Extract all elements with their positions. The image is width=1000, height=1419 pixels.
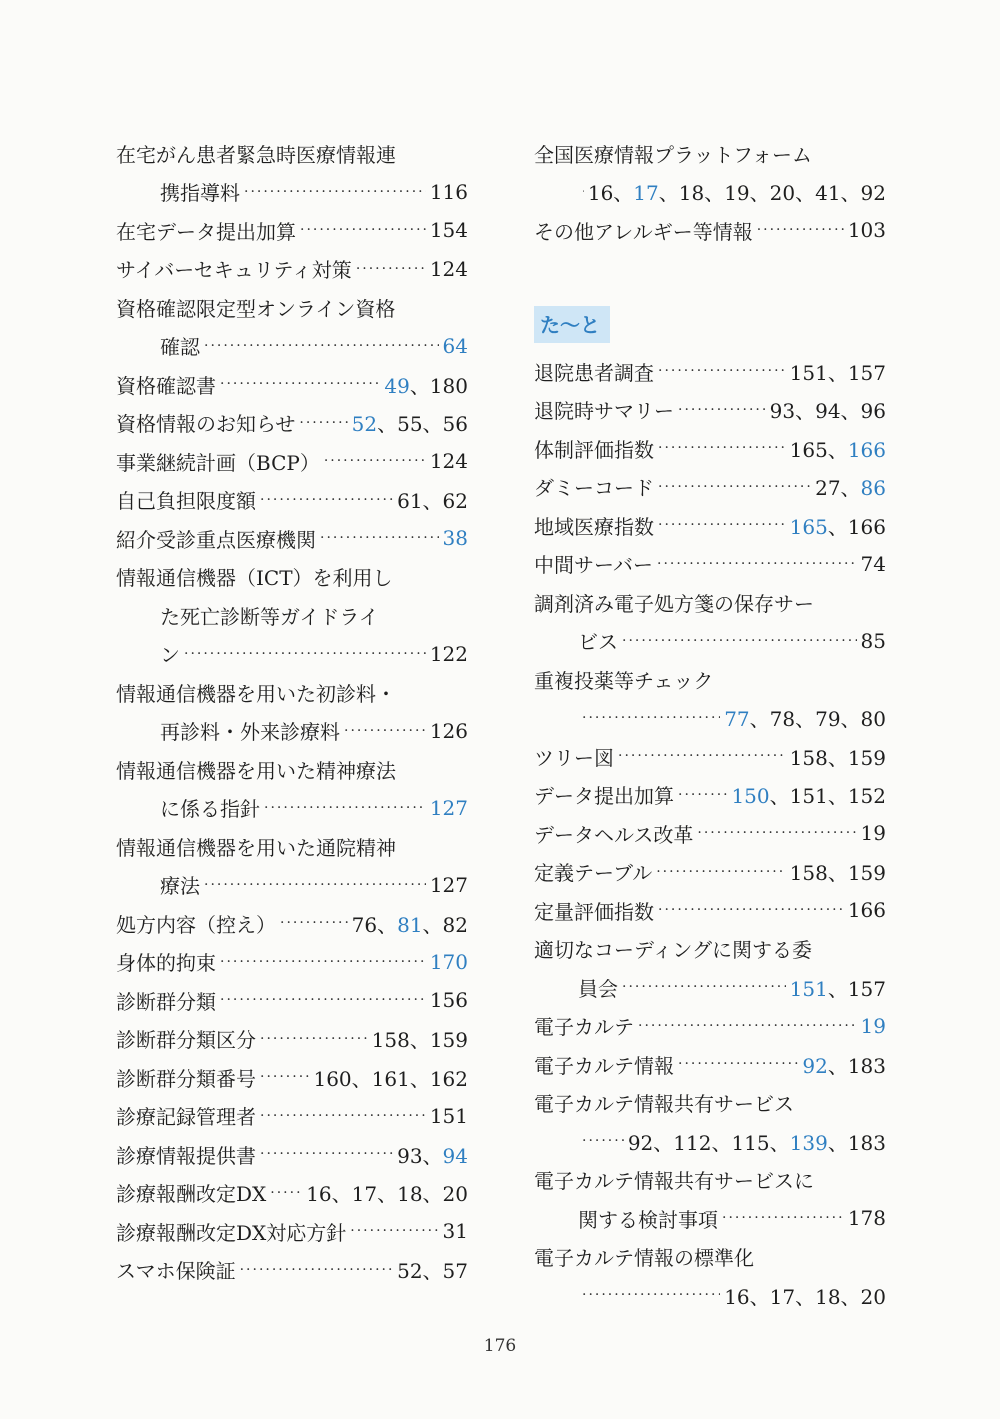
page-references	[443, 526, 468, 550]
page-references	[861, 1014, 886, 1038]
index-term: 退院患者調査	[534, 360, 654, 385]
page-ref: 151、157	[789, 360, 886, 385]
page-ref: 103	[847, 218, 886, 243]
page-ref: 92、112、115、	[627, 1130, 790, 1155]
leader-dots	[260, 1108, 426, 1124]
index-term: 療法	[160, 874, 200, 899]
leader-dots	[260, 492, 393, 508]
index-term: 情報通信機器（ICT）を利用し	[116, 566, 393, 591]
index-column-right	[534, 134, 886, 1315]
index-entry	[116, 827, 468, 866]
page-ref: 93、94、96	[769, 399, 886, 424]
leader-dots	[622, 633, 857, 649]
index-entry	[534, 1238, 886, 1277]
index-term: 確認	[160, 335, 200, 360]
page-references	[313, 1063, 468, 1092]
index-entry	[116, 211, 468, 250]
page-references	[352, 909, 468, 938]
leader-dots	[299, 415, 347, 431]
index-entry	[116, 558, 468, 597]
page-references	[443, 1219, 468, 1243]
page-ref: 127	[429, 872, 468, 897]
page-ref: 31	[442, 1219, 468, 1244]
index-term: 在宅がん患者緊急時医療情報連	[116, 142, 396, 167]
index-entry	[116, 750, 468, 789]
page-ref: 76、	[351, 912, 398, 937]
page-ref: 52、57	[397, 1259, 468, 1284]
page-references	[770, 395, 886, 424]
page-ref: 122	[429, 641, 468, 666]
page-ref: 、151、152	[769, 784, 886, 809]
section-heading	[534, 296, 886, 352]
index-entry	[534, 211, 886, 250]
leader-dots	[582, 1287, 720, 1303]
page-references	[861, 821, 886, 845]
index-entry	[116, 673, 468, 712]
index-entry	[534, 891, 886, 930]
page-references	[306, 1178, 468, 1207]
page-references	[861, 629, 886, 653]
leader-dots	[697, 825, 856, 841]
leader-dots	[320, 530, 439, 546]
leader-dots	[280, 915, 348, 931]
index-entry	[116, 943, 468, 982]
leader-dots	[220, 992, 426, 1008]
index-entry-continuation	[534, 1276, 886, 1315]
index-entry	[116, 1212, 468, 1251]
index-term: 調剤済み電子処方箋の保存サー	[534, 591, 814, 616]
page-references	[430, 257, 468, 281]
index-term: 地域医療指数	[534, 514, 654, 539]
page-ref-highlighted: 19	[860, 1013, 886, 1038]
leader-dots	[582, 184, 584, 200]
index-group-ta-to	[534, 352, 886, 1315]
page-ref: 16、	[587, 181, 634, 206]
page-references	[397, 485, 468, 514]
page-ref: 158、159	[789, 861, 886, 886]
index-term: 診療報酬改定DX対応方針	[116, 1220, 347, 1245]
index-term: 診断群分類区分	[116, 1028, 256, 1053]
page-ref-highlighted: 17	[633, 181, 659, 206]
index-entry	[534, 352, 886, 391]
leader-dots	[757, 222, 844, 238]
index-term: データ提出加算	[534, 784, 674, 809]
page-references	[790, 434, 886, 463]
index-term: ツリー図	[534, 745, 614, 770]
index-entry	[534, 660, 886, 699]
page-ref: 178	[847, 1206, 886, 1231]
page-references	[731, 780, 886, 809]
leader-dots	[260, 1069, 309, 1085]
index-term: 電子カルテ情報共有サービスに	[534, 1169, 814, 1194]
page-ref-highlighted: 150	[731, 784, 770, 809]
index-term: 在宅データ提出加算	[116, 219, 296, 244]
index-term: 情報通信機器を用いた初診料・	[116, 681, 396, 706]
page-ref: 、55、56	[377, 412, 468, 437]
index-entry-continuation	[116, 596, 468, 635]
index-entry	[116, 1174, 468, 1213]
page-ref: 93、	[397, 1143, 443, 1168]
index-entry	[116, 365, 468, 404]
page-ref: 158、159	[371, 1028, 468, 1053]
page-references	[790, 357, 886, 386]
page-ref: 116	[429, 179, 468, 204]
page-ref-highlighted: 139	[789, 1130, 828, 1155]
index-entry	[534, 776, 886, 815]
leader-dots	[678, 402, 766, 418]
leader-dots	[240, 1262, 393, 1278]
page-references	[430, 180, 468, 204]
index-entry	[534, 391, 886, 430]
index-entry	[534, 468, 886, 507]
index-entry-continuation	[116, 789, 468, 828]
leader-dots	[356, 261, 426, 277]
leader-dots	[260, 1146, 393, 1162]
leader-dots	[204, 877, 426, 893]
page-ref: 124	[429, 449, 468, 474]
index-entry	[534, 930, 886, 969]
page-references	[430, 873, 468, 897]
index-term: 全国医療情報プラットフォーム	[534, 142, 812, 167]
leader-dots	[622, 979, 786, 995]
index-entry	[534, 1084, 886, 1123]
index-entry	[534, 853, 886, 892]
index-term: 事業継続計画（BCP）	[116, 450, 320, 475]
page-ref: 165、	[789, 437, 848, 462]
page-ref-highlighted: 64	[442, 333, 468, 358]
index-entry-continuation	[534, 1199, 886, 1238]
page-references	[848, 898, 886, 922]
index-term: た死亡診断等ガイドライ	[160, 604, 379, 629]
leader-dots	[658, 440, 786, 456]
index-entry	[534, 583, 886, 622]
page-ref-highlighted: 81	[397, 912, 423, 937]
index-term: スマホ保険証	[116, 1259, 236, 1284]
leader-dots	[658, 902, 844, 918]
leader-dots	[658, 517, 786, 533]
page-references	[724, 703, 886, 732]
index-term: 紹介受診重点医療機関	[116, 527, 316, 552]
leader-dots	[244, 184, 426, 200]
page-references	[372, 1024, 468, 1053]
index-term: 診療記録管理者	[116, 1105, 256, 1130]
index-term: 再診料・外来診療料	[160, 720, 340, 745]
index-term: 電子カルテ情報の標準化	[534, 1246, 754, 1271]
index-entry	[116, 1020, 468, 1059]
page-references	[790, 973, 886, 1002]
index-entry	[534, 1007, 886, 1046]
index-entry	[116, 288, 468, 327]
page-ref: 160、161、162	[313, 1066, 468, 1091]
index-term: 関する検討事項	[578, 1207, 718, 1232]
page-references	[352, 408, 468, 437]
page-references	[848, 218, 886, 242]
page-references	[802, 1050, 886, 1079]
index-term: 体制評価指数	[534, 437, 654, 462]
leader-dots	[582, 1133, 624, 1149]
index-term: 電子カルテ情報共有サービス	[534, 1092, 794, 1117]
index-entry	[116, 1097, 468, 1136]
page-ref: 16、17、18、20	[306, 1182, 468, 1207]
leader-dots	[657, 556, 857, 572]
index-entry	[534, 134, 886, 173]
page-references	[790, 742, 886, 771]
index-column-left	[116, 134, 468, 1289]
index-entry	[534, 506, 886, 545]
index-entry	[534, 1045, 886, 1084]
index-term: 定義テーブル	[534, 861, 653, 886]
leader-dots	[184, 646, 426, 662]
page-references	[430, 218, 468, 242]
index-term: 診療情報提供書	[116, 1143, 256, 1168]
page-ref-highlighted: 127	[429, 795, 468, 820]
page-references	[790, 511, 886, 540]
page-ref: 、78、79、80	[749, 707, 886, 732]
index-entry	[116, 519, 468, 558]
index-entry	[534, 737, 886, 776]
index-entry	[534, 814, 886, 853]
leader-dots	[678, 787, 727, 803]
page-references	[430, 1104, 468, 1128]
index-entry-continuation	[116, 173, 468, 212]
leader-dots	[204, 338, 439, 354]
page-references	[861, 552, 886, 576]
index-term: 資格確認限定型オンライン資格	[116, 296, 396, 321]
leader-dots	[220, 376, 380, 392]
index-term: 電子カルテ	[534, 1015, 634, 1040]
index-entry	[116, 404, 468, 443]
page-references	[430, 796, 468, 820]
page-ref-highlighted: 94	[442, 1143, 468, 1168]
page-ref: 154	[429, 218, 468, 243]
page-ref: 74	[860, 551, 886, 576]
index-entry	[116, 134, 468, 173]
page-references	[430, 988, 468, 1012]
index-term: 処方内容（控え）	[116, 912, 276, 937]
page-ref: 61、62	[397, 489, 468, 514]
page-ref: 、183	[827, 1130, 886, 1155]
index-term: 資格情報のお知らせ	[116, 412, 296, 437]
page-ref: 156	[429, 988, 468, 1013]
page-ref: 、82	[422, 912, 468, 937]
leader-dots	[656, 864, 785, 880]
leader-dots	[722, 1210, 844, 1226]
index-entry	[116, 1251, 468, 1290]
leader-dots	[300, 222, 426, 238]
index-term: データヘルス改革	[534, 822, 694, 847]
page-ref: 85	[860, 628, 886, 653]
index-entry-continuation	[534, 968, 886, 1007]
index-entry-continuation	[534, 1122, 886, 1161]
leader-dots	[264, 800, 426, 816]
page-ref: 126	[429, 718, 468, 743]
page-ref-highlighted: 166	[847, 437, 886, 462]
index-term: 携指導料	[160, 181, 240, 206]
index-entry	[116, 481, 468, 520]
index-entry	[116, 442, 468, 481]
leader-dots	[582, 710, 720, 726]
index-entry-continuation	[534, 622, 886, 661]
page-ref-highlighted: 77	[724, 707, 750, 732]
section-label-ta-to: た〜と	[534, 306, 610, 343]
index-term: 定量評価指数	[534, 899, 654, 924]
index-term: 身体的拘束	[116, 951, 216, 976]
page-ref-highlighted: 151	[789, 976, 828, 1001]
page-references	[397, 1255, 468, 1284]
index-entry-continuation	[116, 635, 468, 674]
leader-dots	[344, 723, 426, 739]
index-entry	[534, 1161, 886, 1200]
index-entry	[116, 1135, 468, 1174]
page-references	[628, 1127, 886, 1156]
page-ref-highlighted: 86	[860, 476, 886, 501]
leader-dots	[270, 1185, 302, 1201]
index-entry	[116, 981, 468, 1020]
page-ref: 、183	[827, 1053, 886, 1078]
index-term: ン	[160, 643, 180, 668]
index-entry	[116, 904, 468, 943]
index-term: サイバーセキュリティ対策	[116, 258, 352, 283]
page-ref: 、18、19、20、41、92	[658, 181, 886, 206]
page-ref: 124	[429, 256, 468, 281]
page-ref-highlighted: 165	[789, 514, 828, 539]
page-ref-highlighted: 38	[442, 526, 468, 551]
index-term: 診断群分類番号	[116, 1066, 256, 1091]
index-term: ビス	[578, 630, 618, 655]
page-references	[384, 370, 468, 399]
index-term: ダミーコード	[534, 476, 654, 501]
leader-dots	[260, 1031, 368, 1047]
index-entry	[116, 1058, 468, 1097]
page-references	[724, 1281, 886, 1310]
page-ref: 158、159	[789, 745, 886, 770]
page-ref-highlighted: 92	[802, 1053, 828, 1078]
page-ref-highlighted: 170	[429, 949, 468, 974]
page-references	[790, 857, 886, 886]
page-references	[588, 177, 886, 206]
index-entry-continuation	[116, 866, 468, 905]
index-term: 員会	[578, 976, 618, 1001]
leader-dots	[658, 479, 811, 495]
page-references	[430, 950, 468, 974]
page-references	[815, 472, 886, 501]
index-entry	[534, 429, 886, 468]
page-ref: 166	[847, 898, 886, 923]
leader-dots	[220, 954, 426, 970]
index-entry-continuation	[116, 712, 468, 751]
index-entry-continuation	[116, 327, 468, 366]
index-entry	[534, 545, 886, 584]
leader-dots	[638, 1018, 857, 1034]
index-entry-continuation	[534, 173, 886, 212]
page-references	[430, 642, 468, 666]
index-group-sa-continued	[534, 134, 886, 250]
index-term: に係る指針	[160, 797, 260, 822]
page-ref: 19	[860, 821, 886, 846]
index-term: 自己負担限度額	[116, 489, 256, 514]
index-term: 電子カルテ情報	[534, 1053, 674, 1078]
index-term: 診療報酬改定DX	[116, 1182, 267, 1207]
page-ref: 、166	[827, 514, 886, 539]
index-term: 退院時サマリー	[534, 399, 674, 424]
page-ref: 27、	[815, 476, 861, 501]
page-ref: 151	[429, 1103, 468, 1128]
index-term: 資格確認書	[116, 373, 216, 398]
page-ref-highlighted: 52	[351, 412, 378, 437]
page-ref: 、157	[827, 976, 886, 1001]
index-term: 情報通信機器を用いた精神療法	[116, 758, 396, 783]
leader-dots	[618, 748, 786, 764]
page-references	[430, 719, 468, 743]
leader-dots	[678, 1056, 798, 1072]
index-term: 重複投薬等チェック	[534, 668, 714, 693]
index-term: 情報通信機器を用いた通院精神	[116, 835, 396, 860]
index-term: 診断群分類	[116, 989, 216, 1014]
page-ref: 16、17、18、20	[724, 1284, 886, 1309]
index-term: 中間サーバー	[534, 553, 653, 578]
leader-dots	[324, 453, 426, 469]
page-references	[430, 449, 468, 473]
page-references	[397, 1140, 468, 1169]
leader-dots	[658, 363, 786, 379]
page-references	[848, 1206, 886, 1230]
index-term: その他アレルギー等情報	[534, 219, 753, 244]
index-term: 適切なコーディングに関する委	[534, 938, 812, 963]
leader-dots	[350, 1223, 438, 1239]
page-number: 176	[483, 1336, 517, 1356]
page-ref: 、180	[409, 373, 468, 398]
index-entry-continuation	[534, 699, 886, 738]
page-ref-highlighted: 49	[384, 373, 410, 398]
page-references	[443, 334, 468, 358]
index-entry	[116, 250, 468, 289]
spacer	[534, 250, 886, 289]
